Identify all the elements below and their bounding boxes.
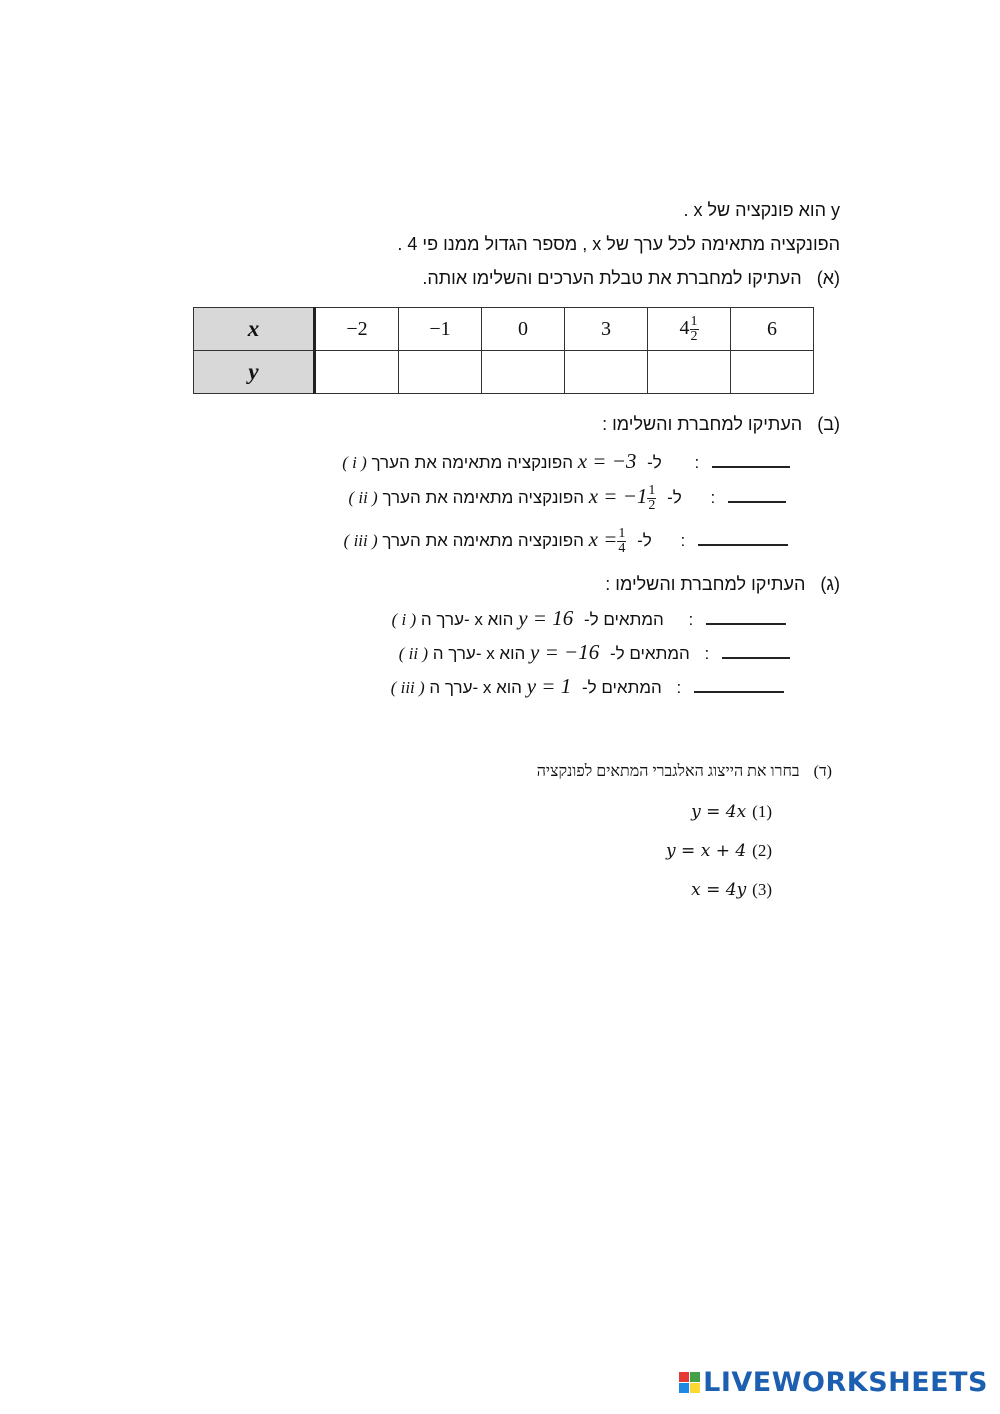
x-value-cell: −2 (315, 308, 399, 351)
option-3[interactable]: x = 4y (3) (691, 880, 772, 900)
y-answer-cell[interactable] (482, 351, 565, 394)
part-a-label: (א) (816, 268, 840, 288)
part-a-text: העתיקו למחברת את טבלת הערכים והשלימו אותה. (422, 268, 802, 288)
y-answer-cell[interactable] (315, 351, 399, 394)
x-value-cell: −1 (399, 308, 482, 351)
x-value-cell: 3 (565, 308, 648, 351)
part-b-item-1: ( i ) ל- x = −3 הפונקציה מתאימה את הערך : (342, 449, 800, 474)
x-value-cell-mixed: 4 $\frac{1}{2}$ (648, 308, 731, 351)
liveworksheets-logo (679, 1367, 988, 1398)
option-2[interactable]: y = x + 4 (2) (666, 841, 772, 861)
y-answer-cell[interactable] (399, 351, 482, 394)
part-c-label: (ג) (820, 574, 840, 594)
answer-blank[interactable] (722, 643, 790, 659)
option-1[interactable]: y = 4x (1) (691, 802, 772, 822)
part-b-text: העתיקו למחברת והשלימו : (602, 414, 803, 434)
table-row-x (194, 308, 814, 351)
part-d-label: (ד) (813, 763, 832, 780)
table-row-y (194, 351, 814, 394)
intro-line-2: הפונקציה מתאימה לכל ערך של x , מספר הגדול ממנו פי 4 . (397, 234, 840, 254)
part-b-heading (602, 414, 840, 435)
logo-square (679, 1372, 689, 1382)
part-d-heading (537, 763, 832, 781)
fraction: $\frac{1}{4}$ (618, 526, 626, 557)
part-c-text: העתיקו למחברת והשלימו : (605, 574, 806, 594)
y-header-cell: y (194, 351, 315, 394)
part-c-item-1: ( i ) ערך ה- x המתאים ל- y = 16 הוא : (392, 606, 800, 631)
answer-blank[interactable] (728, 487, 786, 503)
y-answer-cell[interactable] (731, 351, 814, 394)
part-d-text: בחרו את הייצוג האלגברי המתאים לפונקציה (536, 763, 800, 780)
answer-blank[interactable] (712, 452, 790, 468)
part-c-item-3: ( iii ) ערך ה- x המתאים ל- y = 1 הוא : (391, 674, 800, 699)
x-value-cell: 6 (731, 308, 814, 351)
values-table (193, 307, 814, 394)
part-c-item-2: ( ii ) ערך ה- x המתאים ל- y = −16 הוא : (399, 640, 800, 665)
fraction: $\frac{1}{2}$ (690, 313, 698, 344)
answer-blank[interactable] (694, 677, 784, 693)
x-value-cell: 0 (482, 308, 565, 351)
answer-blank[interactable] (698, 530, 788, 546)
logo-square (679, 1383, 689, 1393)
y-answer-cell[interactable] (648, 351, 731, 394)
fraction: $\frac{1}{2}$ (648, 483, 656, 514)
logo-square (690, 1383, 700, 1393)
part-b-item-2: ( ii ) ל- x = −1 $\frac{1}{2}$ הפונקציה מתאימה את הערך : (348, 484, 800, 513)
logo-text: LIVEWORKSHEETS (703, 1367, 988, 1398)
part-b-item-3: ( iii ) ל- x = $\frac{1}{4}$ הפונקציה מתאימה את הערך : (344, 527, 800, 556)
x-header-cell: x (194, 308, 315, 351)
part-c-heading (605, 574, 840, 595)
part-b-label: (ב) (817, 414, 840, 434)
intro-line-1: . x הוא פונקציה של y (683, 200, 840, 220)
part-a-heading (422, 268, 840, 289)
answer-blank[interactable] (706, 609, 786, 625)
logo-square (690, 1372, 700, 1382)
y-answer-cell[interactable] (565, 351, 648, 394)
logo-squares-icon (679, 1372, 700, 1393)
